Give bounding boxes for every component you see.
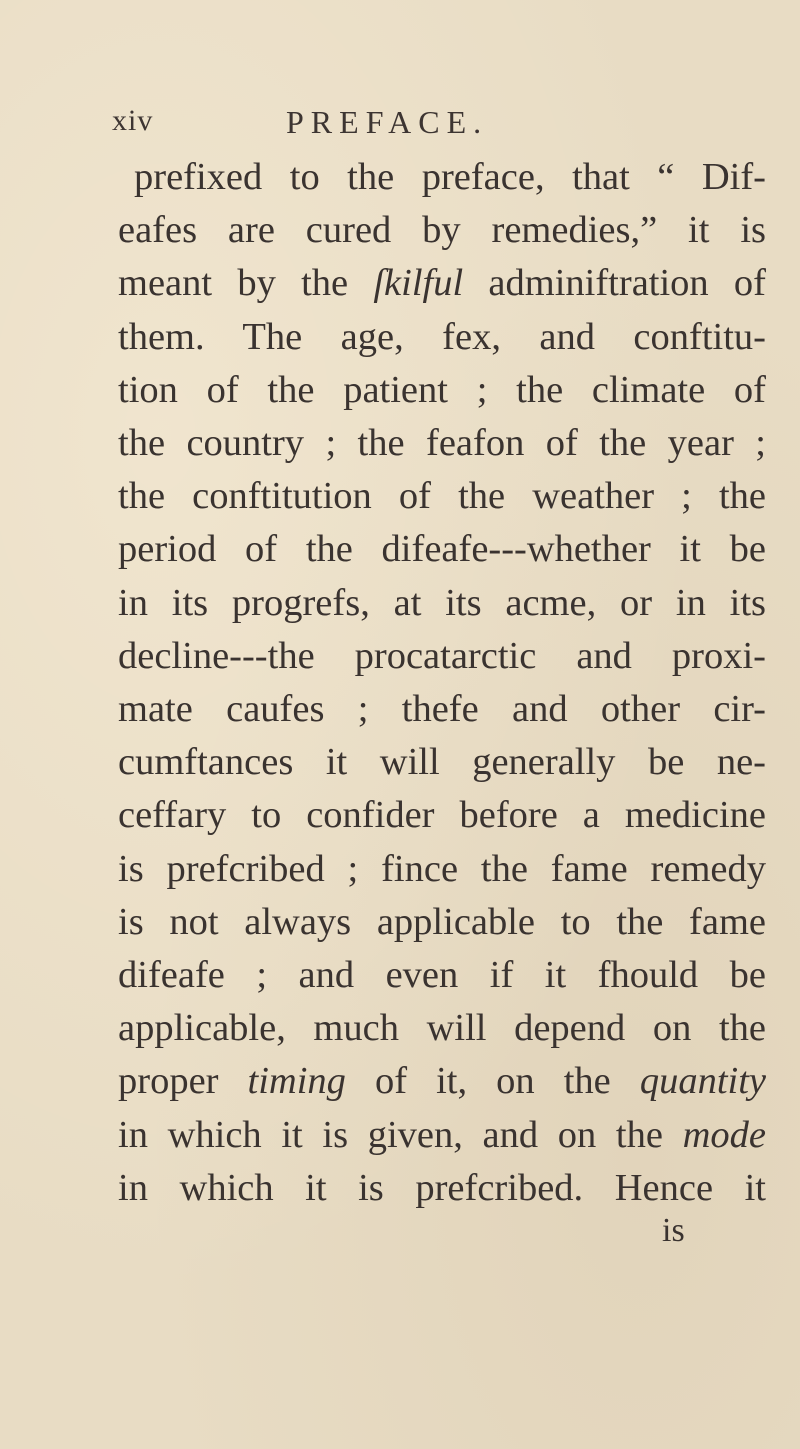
page-header xyxy=(0,104,800,154)
text-line xyxy=(134,154,766,200)
text-line xyxy=(118,952,766,998)
text-run: ceffary to confider before a medicine xyxy=(118,794,766,837)
italic-run: ſkilful xyxy=(373,262,464,305)
text-line xyxy=(118,1165,766,1211)
text-line xyxy=(118,792,766,838)
text-line xyxy=(118,686,766,732)
text-run: of it, on the xyxy=(345,1060,640,1103)
text-line xyxy=(118,633,766,679)
text-run: is not always applicable to the fame xyxy=(118,900,766,943)
catchword: is xyxy=(662,1212,685,1249)
text-line xyxy=(118,1005,766,1051)
text-run: the conftitution of the weather ; the xyxy=(118,475,766,518)
text-run: decline---the procatarctic and proxi- xyxy=(118,634,766,677)
text-line xyxy=(118,739,766,785)
text-line xyxy=(118,899,766,945)
text-run: the country ; the feafon of the year ; xyxy=(118,422,766,464)
text-line xyxy=(118,367,766,413)
text-run: is prefcribed ; fince the fame remedy xyxy=(118,847,766,890)
text-run: proper xyxy=(118,1060,248,1103)
text-run: applicable, much will depend on the xyxy=(118,1007,766,1050)
text-line xyxy=(118,1112,766,1158)
text-run: adminiftration of xyxy=(463,262,766,305)
text-line xyxy=(118,526,766,572)
italic-run: mode xyxy=(682,1113,766,1156)
italic-run: quantity xyxy=(639,1060,766,1103)
text-line xyxy=(118,420,766,466)
text-run: tion of the patient ; the climate of xyxy=(118,368,766,411)
text-line xyxy=(118,314,766,360)
text-line xyxy=(118,1058,766,1104)
text-run: in which it is given, and on the xyxy=(118,1113,683,1156)
text-line xyxy=(118,473,766,519)
italic-run: timing xyxy=(247,1060,346,1103)
text-line xyxy=(118,260,766,306)
running-head: PREFACE. xyxy=(286,104,489,140)
text-run: difeafe ; and even if it fhould be xyxy=(118,954,766,996)
text-run: them. The age, fex, and conftitu- xyxy=(118,315,766,358)
text-run: mate caufes ; thefe and other cir- xyxy=(118,688,766,730)
text-line xyxy=(118,207,766,253)
page-number: xiv xyxy=(112,104,154,137)
text-run: in its progrefs, at its acme, or in its xyxy=(118,581,766,624)
text-run: eafes are cured by remedies,” it is xyxy=(118,209,766,252)
text-run: cumftances it will generally be ne- xyxy=(118,741,766,784)
text-run: meant by the xyxy=(118,262,374,305)
text-line xyxy=(118,580,766,626)
text-run: in which it is prefcribed. Hence it xyxy=(118,1166,766,1209)
text-line xyxy=(118,846,766,892)
text-run: period of the difeafe---whether it be xyxy=(118,528,766,571)
text-run: prefixed to the preface, that “ Dif- xyxy=(134,156,766,198)
